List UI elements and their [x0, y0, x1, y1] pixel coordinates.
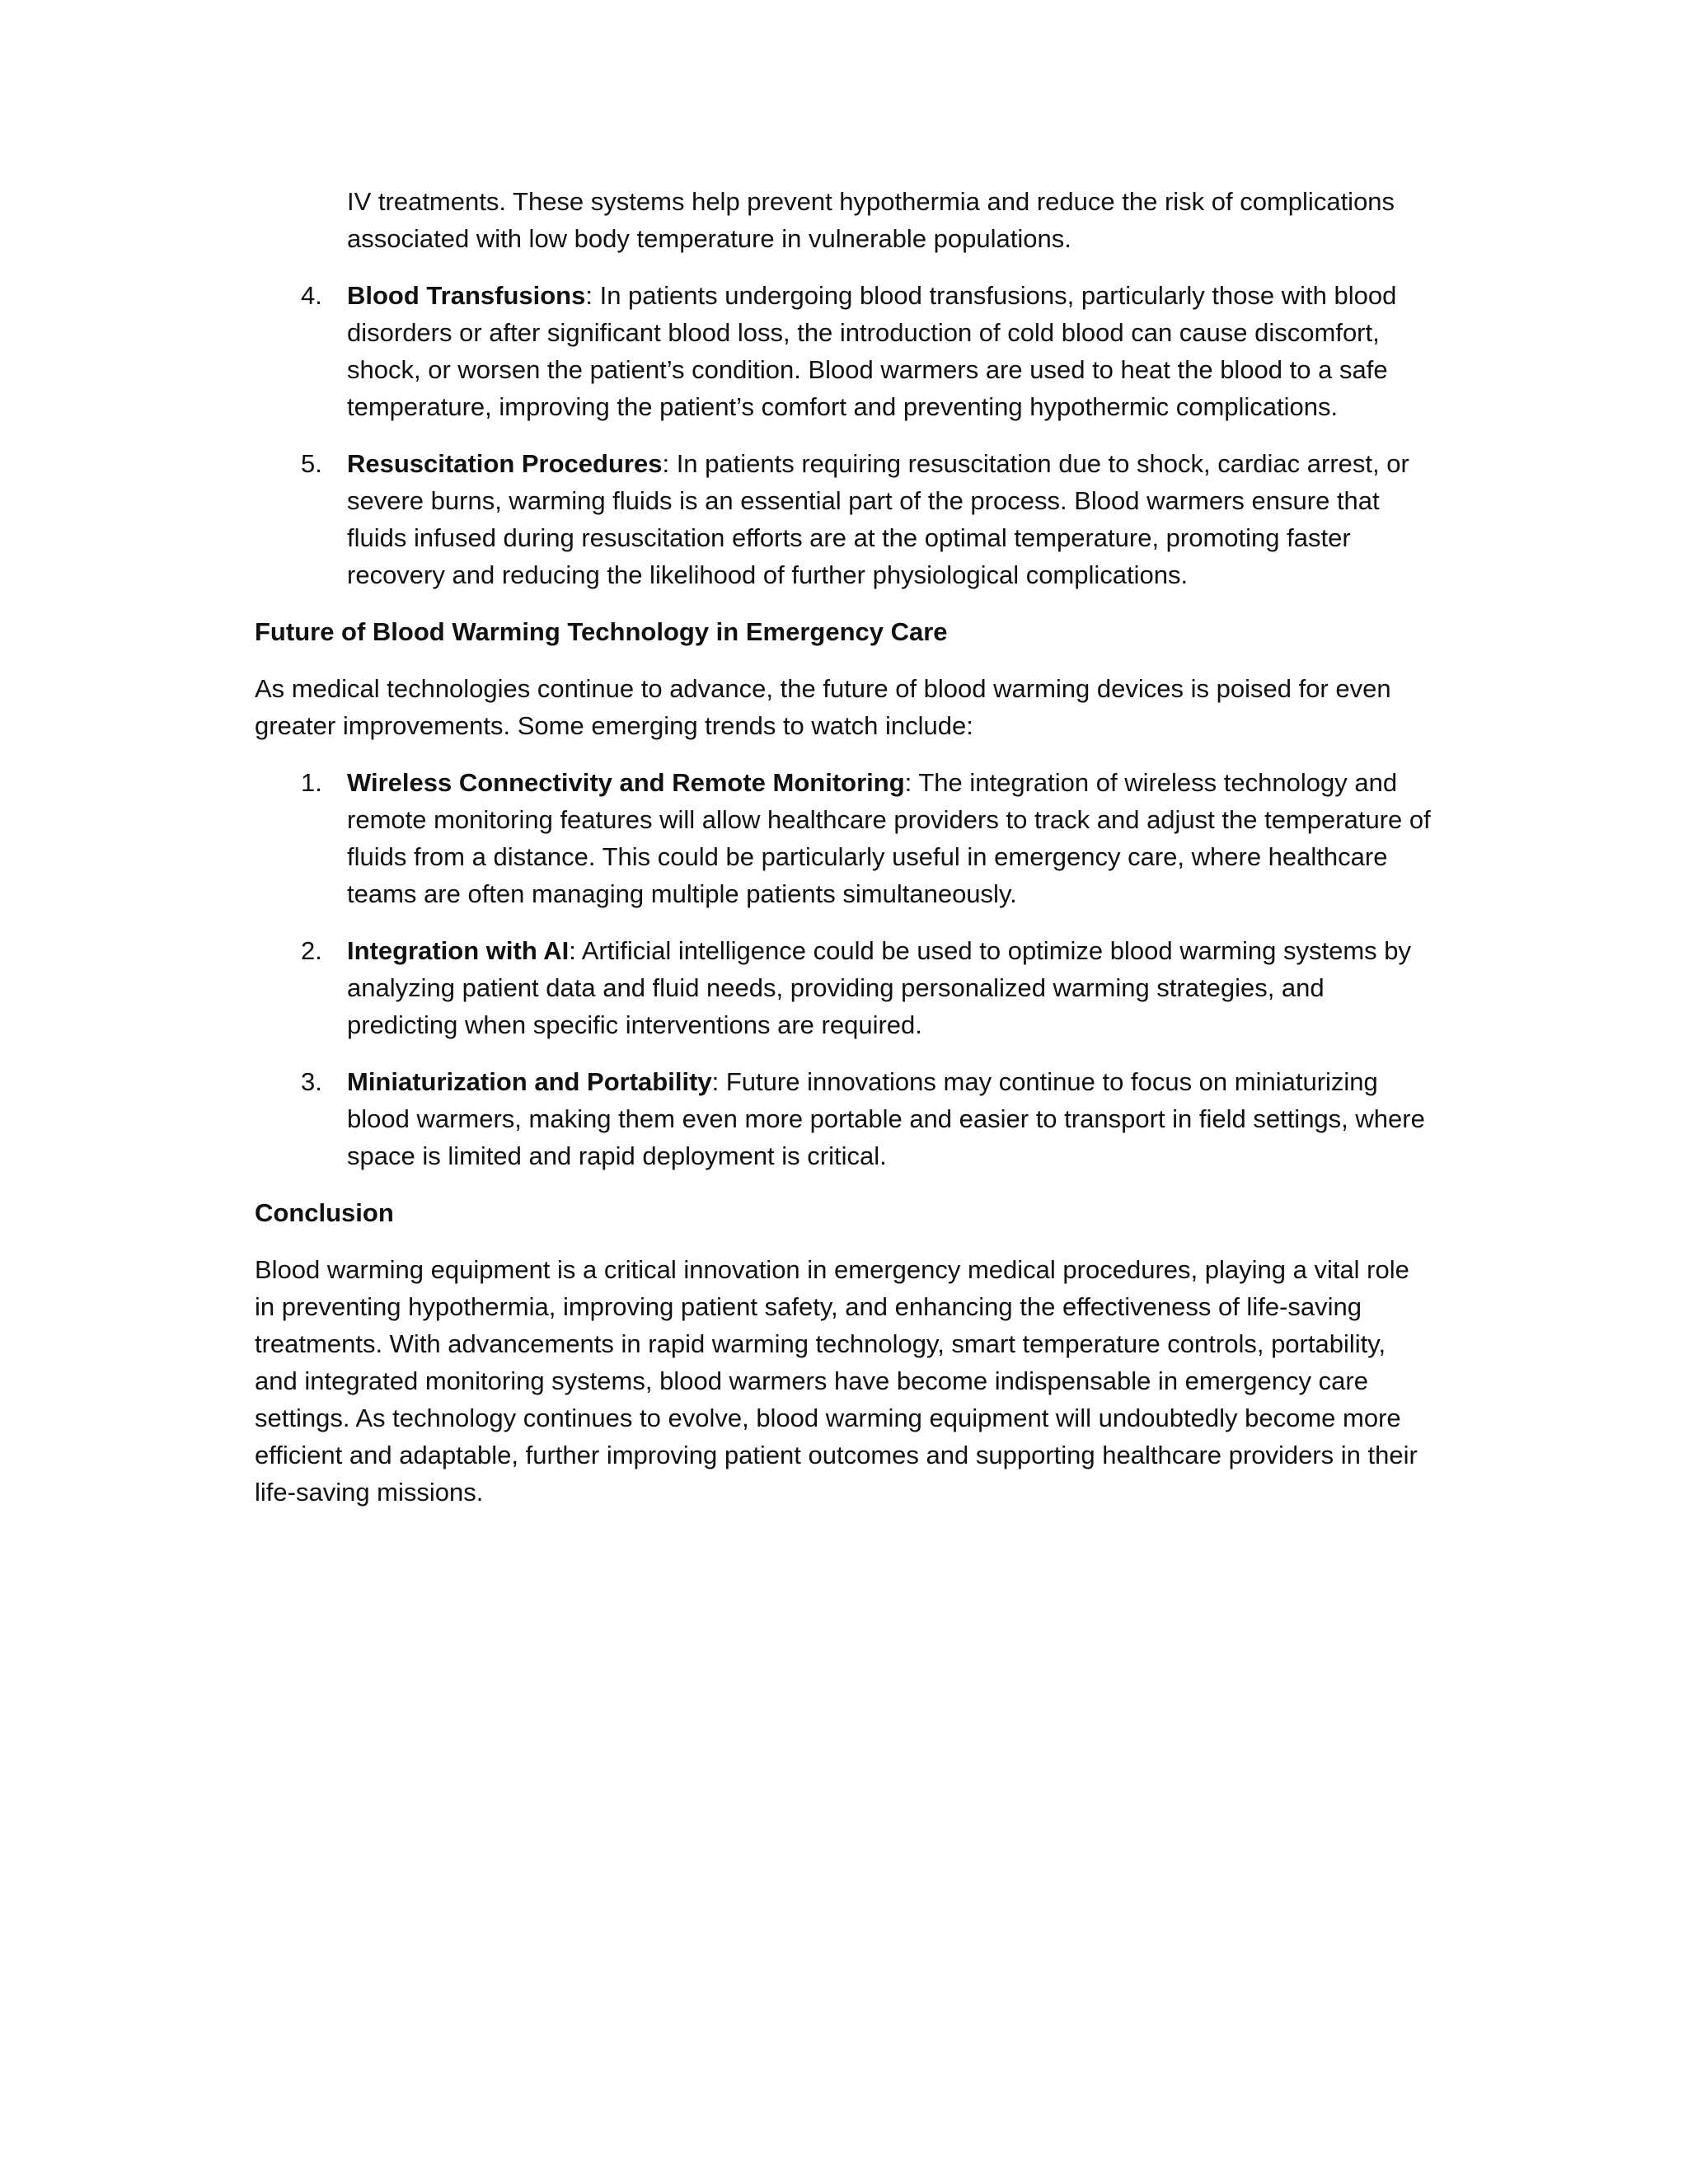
list-number: 3. — [301, 1067, 322, 1096]
future-section-intro: As medical technologies continue to advance, the future of blood warming devices is poised for even greater improvements. Some emerging trends to watch include: — [255, 674, 1391, 740]
list-item-term: Resuscitation Procedures — [347, 449, 663, 478]
list-item-term: Integration with AI — [347, 936, 570, 965]
list-item-term: Wireless Connectivity and Remote Monitoring — [347, 768, 905, 797]
list-item-text: : In patients requiring resuscitation due to shock, cardiac arrest, or severe burns, warming fluids is an essential part of the process. Blood warmers ensure that fluids infused during resuscitation efforts are at the optimal temperature, promoting faster recovery and reducing the likelihood of further physiological complications. — [347, 449, 1409, 589]
list-item-blood-transfusions — [255, 277, 1433, 425]
list-number: 2. — [301, 936, 322, 965]
list-item-term: Miniaturization and Portability — [347, 1067, 712, 1096]
list-item-resuscitation-procedures — [255, 445, 1433, 593]
list-item-text: : Artificial intelligence could be used to optimize blood warming systems by analyzing patient data and fluid needs, providing personalized warming strategies, and predicting when specific interventions are required. — [347, 936, 1412, 1039]
list-item-wireless-connectivity — [255, 764, 1433, 912]
list-item-text: : Future innovations may continue to focus on miniaturizing blood warmers, making them even more portable and easier to transport in field settings, where space is limited and rapid deployment is critical. — [347, 1067, 1425, 1170]
list-item-term: Blood Transfusions — [347, 281, 586, 310]
list-number: 1. — [301, 768, 322, 797]
intro-continuation-paragraph: IV treatments. These systems help prevent hypothermia and reduce the risk of complications associated with low body temperature in vulnerable populations. — [347, 187, 1395, 253]
list-item-miniaturization — [255, 1063, 1433, 1174]
conclusion-heading: Conclusion — [255, 1198, 394, 1227]
list-number: 4. — [301, 281, 322, 310]
document-body — [255, 183, 1433, 1530]
list-item-text: : In patients undergoing blood transfusions, particularly those with blood disorders or after significant blood loss, the introduction of cold blood can cause discomfort, shock, or worsen the patient’s condition. Blood warmers are used to heat the blood to a safe temperature, improving the patient’s comfort and preventing hypothermic complications. — [347, 281, 1397, 421]
list-number: 5. — [301, 449, 322, 478]
applications-list — [255, 277, 1433, 593]
list-item-integration-with-ai — [255, 932, 1433, 1043]
future-trends-list — [255, 764, 1433, 1174]
list-item-text: : The integration of wireless technology and remote monitoring features will allow healthcare providers to track and adjust the temperature of fluids from a distance. This could be particularly useful in emergency care, where healthcare teams are often managing multiple patients simultaneously. — [347, 768, 1431, 908]
conclusion-paragraph: Blood warming equipment is a critical innovation in emergency medical procedures, playing a vital role in preventing hypothermia, improving patient safety, and enhancing the effectiveness of life-saving treatments. With advancements in rapid warming technology, smart temperature controls, portability, and integrated monitoring systems, blood warmers have become indispensable in emergency care settings. As technology continues to evolve, blood warming equipment will undoubtedly become more efficient and adaptable, further improving patient outcomes and supporting healthcare providers in their life-saving missions. — [255, 1255, 1418, 1507]
future-section-heading: Future of Blood Warming Technology in Emergency Care — [255, 617, 948, 646]
